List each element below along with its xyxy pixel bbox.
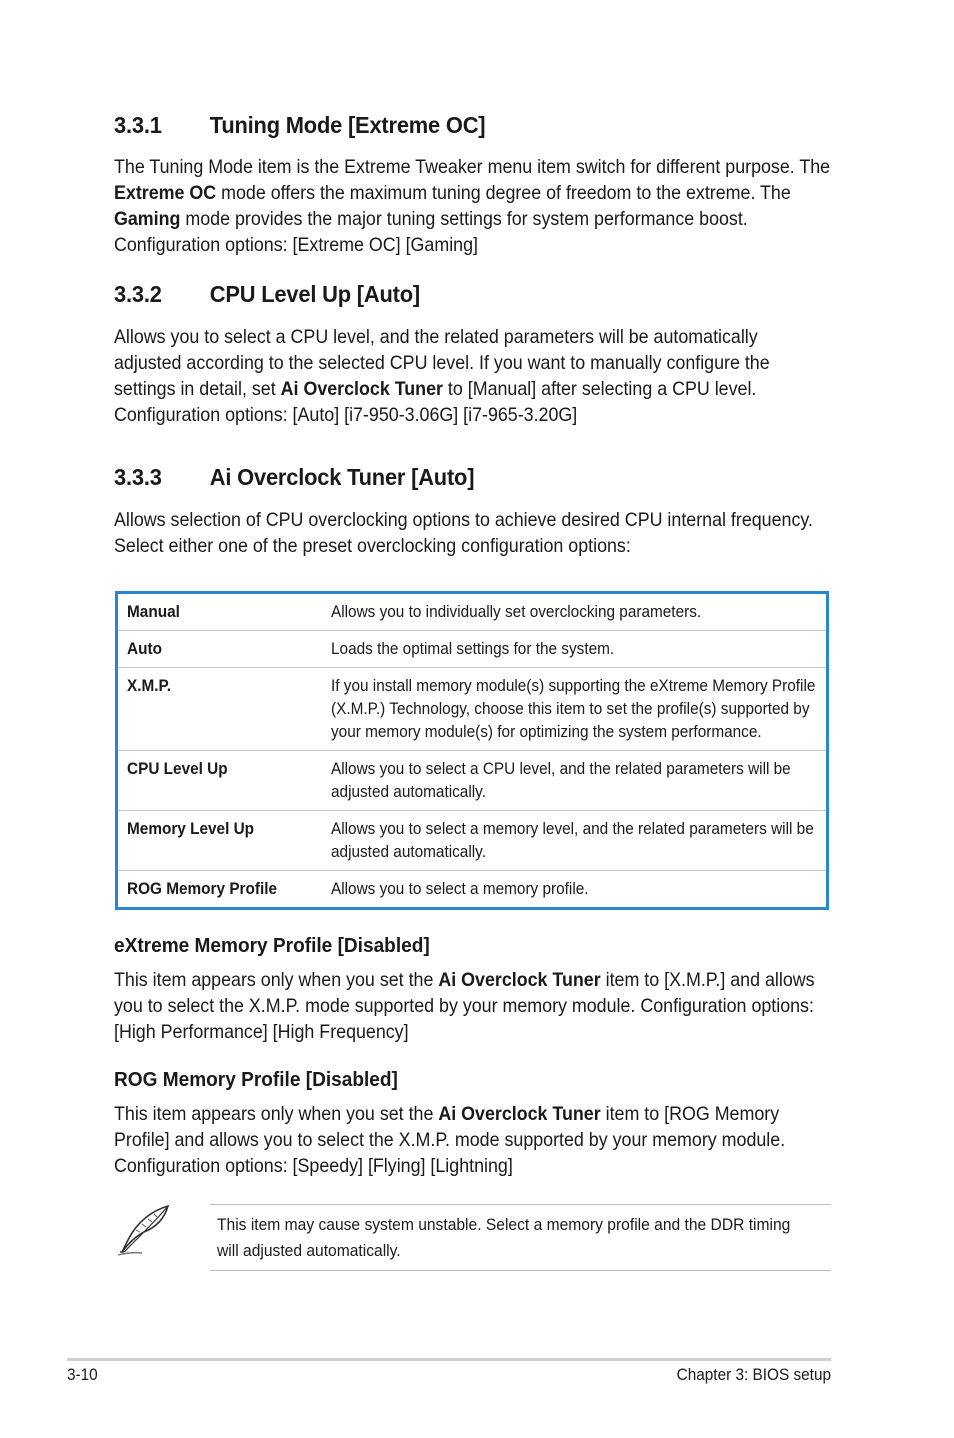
subsection-heading-xmp: eXtreme Memory Profile [Disabled] [114,934,430,957]
text-run: This item appears only when you set the [114,970,439,991]
bold-term: Ai Overclock Tuner [438,970,601,991]
section-body-tuning-mode [114,155,830,259]
text-run: This item appears only when you set the [114,1104,439,1125]
table-row [117,871,828,909]
option-description: Allows you to select a memory profile. [331,880,589,898]
bold-term: Extreme OC [114,183,217,204]
note-top-rule [210,1204,831,1205]
section-title-text: Ai Overclock Tuner [Auto] [209,464,475,490]
overclock-options-table [115,591,829,910]
table-row [117,593,828,631]
feather-quill-icon [114,1202,174,1262]
table-row [117,631,828,668]
table-row [117,751,828,811]
option-description: Allows you to select a CPU level, and the related parameters will be adjusted automatically. [325,751,828,811]
option-description: Allows you to individually set overclocking parameters. [325,593,828,631]
bold-term: Ai Overclock Tuner [438,1104,601,1125]
option-description: Loads the optimal settings for the system. [325,631,828,668]
section-heading-tuning-mode [114,112,485,139]
section-heading-ai-overclock-tuner [114,464,474,491]
section-number: 3.3.2 [114,281,162,307]
option-name: Memory Level Up [117,811,326,871]
footer-rule [67,1358,831,1361]
text-run: The Tuning Mode item is the Extreme Tweaker menu item switch for different purpose. The [114,157,831,178]
section-body-ai-overclock-tuner [114,508,830,560]
text-run: item to [ROG Memory Profile] and allows you to select the X.M.P. mode supported by your memory module. Configuration options: [Speedy] [Flying] [Lightning] [114,1104,786,1177]
section-number: 3.3.1 [114,112,162,138]
option-name: Auto [117,631,326,668]
text-run: Allows you to select a CPU level, and the related parameters will be automatically adjusted according to the selected CPU level. If you want to manually configure the settings in detail, set [114,327,770,400]
text-run: item to [X.M.P.] and allows you to select the X.M.P. mode supported by your memory module. Configuration options: [High Performance] [High Frequency] [114,970,815,1043]
text-run: to [Manual] after selecting a CPU level. Configuration options: [Auto] [i7-950-3.06G] [i7-965-3.20G] [114,379,757,426]
section-title-text: CPU Level Up [Auto] [209,281,420,307]
subsection-body-xmp [114,968,830,1046]
option-name: ROG Memory Profile [127,880,278,898]
section-title-text: Tuning Mode [Extreme OC] [209,112,486,138]
bold-term: Gaming [114,209,181,230]
subsection-body-rog-memory-profile [114,1102,830,1180]
table-row [117,811,828,871]
page-number: 3-10 [67,1366,98,1384]
option-name: CPU Level Up [117,751,326,811]
section-heading-cpu-level-up [114,281,420,308]
section-number: 3.3.3 [114,464,162,490]
option-name: X.M.P. [117,668,326,751]
text-run: Allows selection of CPU overclocking options to achieve desired CPU internal frequency. Select either one of the preset overclocking configuration options: [114,510,813,557]
note-text: This item may cause system unstable. Select a memory profile and the DDR timing will adjusted automatically. [217,1215,791,1260]
option-description: Allows you to select a memory level, and the related parameters will be adjusted automatically. [325,811,828,871]
text-run: mode offers the maximum tuning degree of freedom to the extreme. The [216,183,791,204]
text-run: mode provides the major tuning settings for system performance boost. Configuration options: [Extreme OC] [Gaming] [114,209,748,256]
chapter-label: Chapter 3: BIOS setup [676,1366,831,1384]
bold-term: Ai Overclock Tuner [280,379,443,400]
section-body-cpu-level-up [114,325,830,429]
subsection-heading-rog-memory-profile: ROG Memory Profile [Disabled] [114,1068,398,1091]
table-row [117,668,828,751]
note-bottom-rule [210,1270,831,1271]
option-name: Manual [117,593,326,631]
option-description: If you install memory module(s) supporting the eXtreme Memory Profile (X.M.P.) Technology, choose this item to set the profile(s) supported by your memory module(s) for optimizing the system performance. [325,668,828,751]
